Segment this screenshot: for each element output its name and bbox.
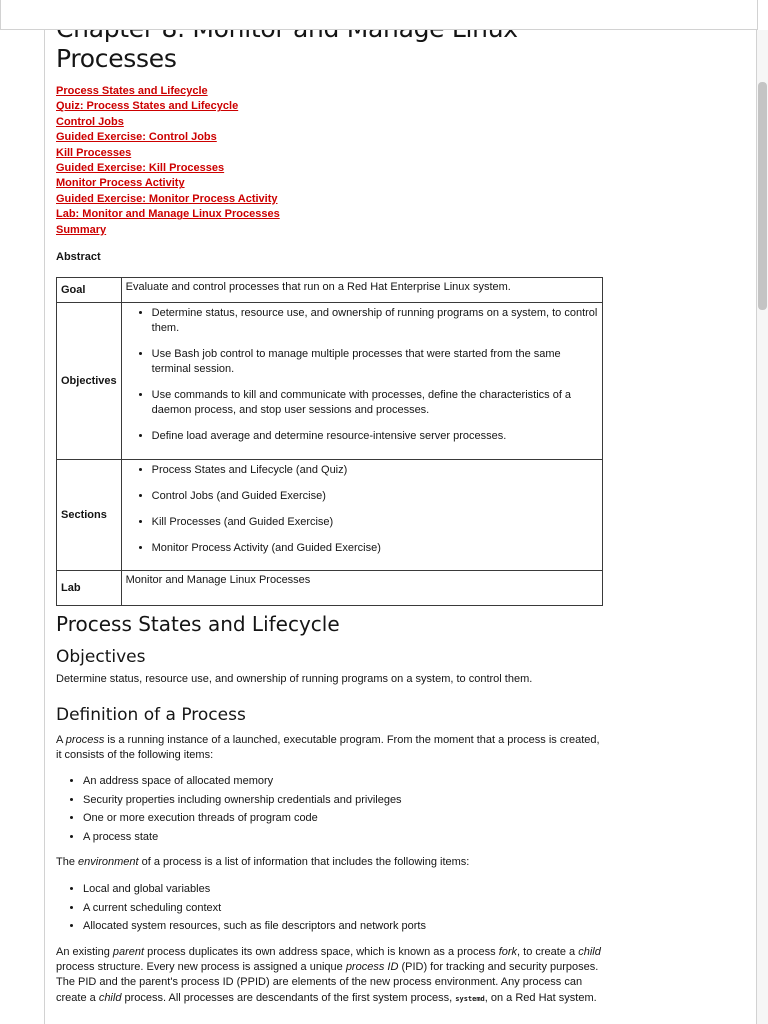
table-row bbox=[57, 460, 603, 571]
chapter-summary-table bbox=[56, 277, 603, 606]
list-item: • Define load average and determine resource-intensive server processes. bbox=[152, 429, 598, 444]
definition-heading: Definition of a Process bbox=[56, 705, 246, 725]
process-definition-paragraph bbox=[56, 733, 604, 763]
text-run: A bbox=[56, 734, 66, 746]
toc-link-monitor-activity[interactable]: Monitor Process Activity bbox=[56, 177, 185, 190]
sections-cell bbox=[121, 460, 602, 571]
browser-top-bar bbox=[0, 0, 758, 30]
objectives-cell bbox=[121, 303, 602, 460]
text-run: , on a Red Hat system. bbox=[484, 991, 597, 1004]
list-item: • Control Jobs (and Guided Exercise) bbox=[152, 489, 598, 504]
text-run: An existing bbox=[56, 946, 113, 958]
list-item: • Monitor Process Activity (and Guided Exercise) bbox=[152, 541, 598, 556]
table-row bbox=[57, 303, 603, 460]
list-item: • Use commands to kill and communicate with processes, define the characteristics of a daemon process, and stop user sessions and processes. bbox=[152, 388, 598, 418]
chapter-title: Processes bbox=[56, 44, 177, 73]
toc-link-quiz[interactable]: Quiz: Process States and Lifecycle bbox=[56, 100, 239, 113]
toc-link-ge-control-jobs[interactable]: Guided Exercise: Control Jobs bbox=[56, 131, 217, 144]
emphasis-environment: environment bbox=[78, 856, 139, 868]
objectives-label: Objectives bbox=[57, 303, 122, 460]
emphasis-parent: parent bbox=[112, 946, 145, 958]
page-left-border bbox=[44, 0, 45, 1024]
emphasis-child: child bbox=[578, 946, 601, 958]
objectives-text: Determine status, resource use, and ownership of running programs on a system, to control them. bbox=[56, 673, 533, 685]
text-run: The bbox=[56, 856, 79, 868]
code-systemd: systemd bbox=[455, 994, 485, 1003]
environment-paragraph bbox=[56, 855, 604, 870]
text-run: of a process is a list of information that includes the following items: bbox=[138, 856, 470, 868]
goal-text: Evaluate and control processes that run on a Red Hat Enterprise Linux system. bbox=[121, 278, 602, 303]
toc-item bbox=[56, 176, 280, 191]
objectives-list bbox=[126, 303, 598, 444]
abstract-label: Abstract bbox=[56, 251, 101, 263]
toc-link-control-jobs[interactable]: Control Jobs bbox=[56, 115, 124, 128]
toc-link-ge-kill-processes[interactable]: Guided Exercise: Kill Processes bbox=[56, 162, 225, 175]
toc-link-kill-processes[interactable]: Kill Processes bbox=[56, 146, 132, 159]
toc-item bbox=[56, 161, 280, 176]
list-item: • Local and global variables bbox=[83, 880, 426, 899]
lab-text: Monitor and Manage Linux Processes bbox=[121, 571, 602, 606]
objectives-heading: Objectives bbox=[56, 647, 146, 667]
toc-item bbox=[56, 223, 280, 238]
list-item: • Security properties including ownership credentials and privileges bbox=[83, 791, 402, 810]
text-run: process structure. Every new process is assigned a unique bbox=[56, 961, 346, 974]
list-item: • Use Bash job control to manage multiple processes that were started from the same terminal session. bbox=[152, 347, 598, 377]
list-item: • One or more execution threads of program code bbox=[83, 809, 402, 828]
text-run: (PID) for tracking and security purposes. The PID and the parent's process ID (PPID) are elements of the new process environment. Any process can create a bbox=[56, 961, 599, 1004]
list-item: • Kill Processes (and Guided Exercise) bbox=[152, 515, 598, 530]
fork-paragraph bbox=[56, 945, 604, 1007]
toc-item bbox=[56, 146, 280, 161]
lab-label: Lab bbox=[57, 571, 122, 606]
toc-link-ge-monitor-activity[interactable]: Guided Exercise: Monitor Process Activity bbox=[56, 192, 278, 205]
list-item: • An address space of allocated memory bbox=[83, 772, 402, 791]
table-row bbox=[57, 278, 603, 303]
table-row bbox=[57, 571, 603, 606]
sections-list bbox=[126, 460, 598, 556]
list-item: • Allocated system resources, such as file descriptors and network ports bbox=[83, 917, 426, 936]
text-run: process. All processes are descendants of the first system process, bbox=[121, 991, 456, 1004]
scrollbar-thumb[interactable] bbox=[758, 82, 767, 310]
toc-link-process-states[interactable]: Process States and Lifecycle bbox=[56, 85, 208, 97]
emphasis-fork: fork bbox=[498, 946, 518, 958]
chapter-toc bbox=[56, 84, 280, 238]
process-items-list bbox=[56, 772, 402, 847]
toc-link-lab[interactable]: Lab: Monitor and Manage Linux Processes bbox=[56, 208, 280, 221]
toc-item bbox=[56, 130, 280, 145]
toc-item bbox=[56, 99, 280, 114]
emphasis-process: process bbox=[65, 734, 105, 746]
toc-item bbox=[56, 84, 280, 99]
list-item: • A current scheduling context bbox=[83, 899, 426, 918]
environment-items-list bbox=[56, 880, 426, 936]
vertical-scrollbar[interactable] bbox=[757, 30, 768, 1024]
list-item: • Determine status, resource use, and ownership of running programs on a system, to control them. bbox=[152, 306, 598, 336]
emphasis-process-id: process ID bbox=[345, 961, 399, 974]
goal-label: Goal bbox=[57, 278, 122, 303]
list-item: • A process state bbox=[83, 828, 402, 847]
emphasis-child: child bbox=[98, 991, 122, 1004]
toc-item bbox=[56, 115, 280, 130]
section-title: Process States and Lifecycle bbox=[56, 612, 340, 636]
list-item: • Process States and Lifecycle (and Quiz) bbox=[152, 463, 598, 478]
toc-item bbox=[56, 192, 280, 207]
text-run: , to create a bbox=[517, 946, 579, 958]
text-run: process duplicates its own address space, which is known as a process bbox=[144, 946, 499, 958]
text-run: is a running instance of a launched, executable program. From the moment that a process is created, it consists of the following items: bbox=[56, 734, 600, 762]
toc-link-summary[interactable]: Summary bbox=[56, 223, 107, 236]
sections-label: Sections bbox=[57, 460, 122, 571]
toc-item bbox=[56, 207, 280, 222]
